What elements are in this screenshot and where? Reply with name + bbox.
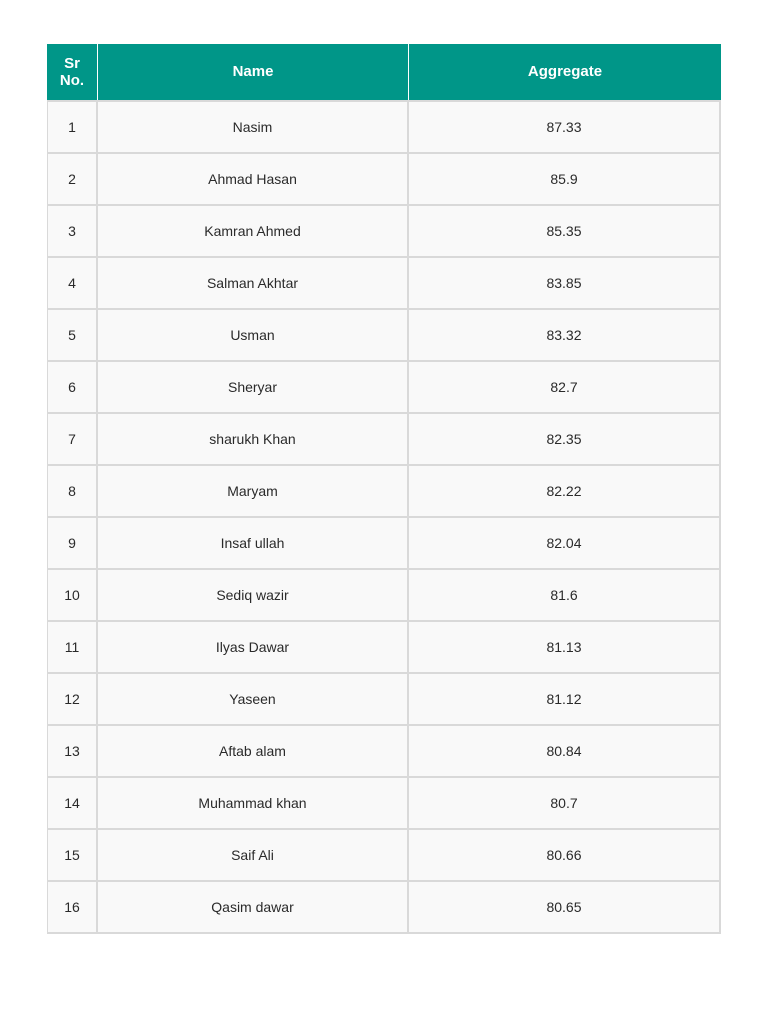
cell-name: Sheryar (98, 362, 409, 414)
table-row (47, 100, 721, 154)
cell-aggregate: 82.35 (409, 414, 721, 466)
cell-name: Usman (98, 310, 409, 362)
cell-name: Ilyas Dawar (98, 622, 409, 674)
cell-sr-no: 2 (47, 154, 98, 206)
table-row (47, 466, 721, 518)
cell-aggregate: 87.33 (409, 100, 721, 154)
cell-name: Salman Akhtar (98, 258, 409, 310)
cell-sr-no: 10 (47, 570, 98, 622)
cell-aggregate: 81.6 (409, 570, 721, 622)
cell-name: sharukh Khan (98, 414, 409, 466)
table-header (47, 44, 721, 100)
cell-sr-no: 8 (47, 466, 98, 518)
table-body (47, 100, 721, 934)
header-aggregate: Aggregate (409, 44, 721, 100)
cell-aggregate: 80.84 (409, 726, 721, 778)
cell-sr-no: 4 (47, 258, 98, 310)
table-row (47, 570, 721, 622)
header-name: Name (98, 44, 409, 100)
cell-sr-no: 6 (47, 362, 98, 414)
table-row (47, 414, 721, 466)
table-row (47, 882, 721, 934)
cell-aggregate: 85.9 (409, 154, 721, 206)
results-table-container (47, 44, 721, 934)
cell-aggregate: 82.7 (409, 362, 721, 414)
cell-name: Insaf ullah (98, 518, 409, 570)
table-row (47, 518, 721, 570)
table-row (47, 674, 721, 726)
cell-sr-no: 7 (47, 414, 98, 466)
cell-name: Kamran Ahmed (98, 206, 409, 258)
table-row (47, 154, 721, 206)
cell-name: Nasim (98, 100, 409, 154)
cell-aggregate: 81.13 (409, 622, 721, 674)
cell-sr-no: 12 (47, 674, 98, 726)
table-row (47, 622, 721, 674)
table-row (47, 258, 721, 310)
cell-aggregate: 80.65 (409, 882, 721, 934)
cell-name: Maryam (98, 466, 409, 518)
cell-aggregate: 85.35 (409, 206, 721, 258)
cell-sr-no: 1 (47, 100, 98, 154)
cell-aggregate: 80.66 (409, 830, 721, 882)
cell-name: Qasim dawar (98, 882, 409, 934)
header-sr-line2: No. (59, 72, 85, 89)
results-table (47, 44, 721, 934)
table-row (47, 778, 721, 830)
cell-sr-no: 5 (47, 310, 98, 362)
header-sr-no (47, 44, 98, 100)
cell-aggregate: 81.12 (409, 674, 721, 726)
cell-name: Ahmad Hasan (98, 154, 409, 206)
cell-aggregate: 82.22 (409, 466, 721, 518)
cell-aggregate: 80.7 (409, 778, 721, 830)
header-sr-line1: Sr (64, 55, 80, 72)
cell-sr-no: 16 (47, 882, 98, 934)
cell-sr-no: 15 (47, 830, 98, 882)
cell-aggregate: 83.32 (409, 310, 721, 362)
cell-name: Aftab alam (98, 726, 409, 778)
cell-name: Sediq wazir (98, 570, 409, 622)
table-row (47, 726, 721, 778)
cell-name: Saif Ali (98, 830, 409, 882)
cell-name: Yaseen (98, 674, 409, 726)
table-row (47, 362, 721, 414)
cell-aggregate: 82.04 (409, 518, 721, 570)
table-row (47, 206, 721, 258)
header-row (47, 44, 721, 100)
cell-sr-no: 11 (47, 622, 98, 674)
table-row (47, 310, 721, 362)
cell-sr-no: 13 (47, 726, 98, 778)
cell-sr-no: 3 (47, 206, 98, 258)
cell-sr-no: 14 (47, 778, 98, 830)
cell-sr-no: 9 (47, 518, 98, 570)
cell-aggregate: 83.85 (409, 258, 721, 310)
cell-name: Muhammad khan (98, 778, 409, 830)
table-row (47, 830, 721, 882)
